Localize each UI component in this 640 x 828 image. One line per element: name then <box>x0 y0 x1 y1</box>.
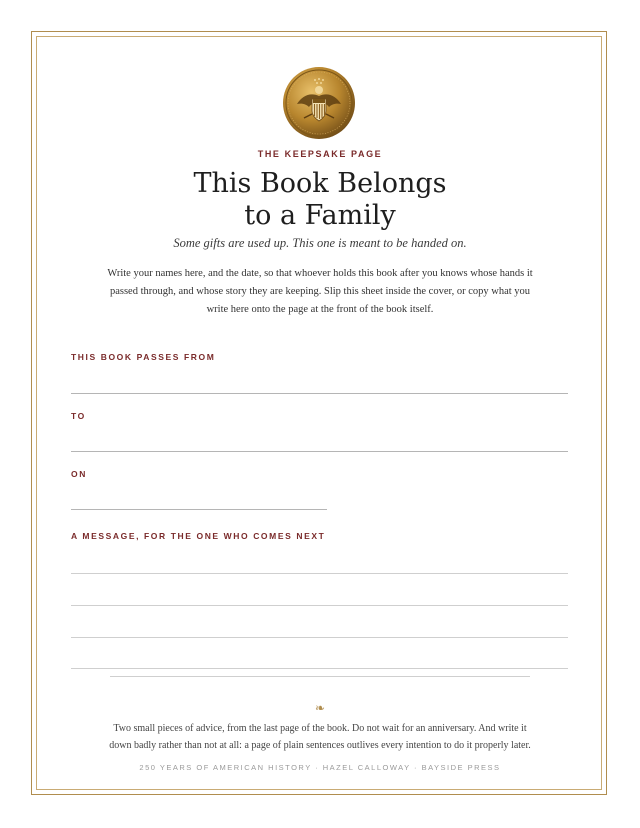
advice-paragraph: Two small pieces of advice, from the last page of the book. Do not wait for an anniversary. And write it down badly rather than not at all: a page of plain sentences outlives every intention to do it properly later. <box>109 723 531 751</box>
message-line[interactable] <box>71 637 568 638</box>
from-write-line[interactable] <box>71 393 568 394</box>
great-seal-eagle-icon <box>282 66 356 140</box>
date-write-line[interactable] <box>71 509 327 510</box>
title-line-1: This Book Belongs <box>193 168 447 199</box>
message-line[interactable] <box>71 605 568 606</box>
message-line[interactable] <box>71 573 568 574</box>
to-write-line[interactable] <box>71 451 568 452</box>
message-line[interactable] <box>71 668 568 669</box>
keepsake-eyebrow: THE KEEPSAKE PAGE <box>257 149 383 159</box>
subtitle: Some gifts are used up. This one is meant to be handed on. <box>173 236 467 250</box>
intro-paragraph: Write your names here, and the date, so that whoever holds this book after you knows whose hands it passed through, and whose story they are keeping. Slip this sheet inside the cover, or copy what you write here onto the page at the front of the book itself. <box>107 268 533 315</box>
from-label: THIS BOOK PASSES FROM <box>71 352 216 362</box>
title-line-2: to a Family <box>244 200 396 231</box>
on-label: ON <box>71 469 87 479</box>
message-label: A MESSAGE, FOR THE ONE WHO COMES NEXT <box>71 531 326 541</box>
page-title <box>0 168 640 232</box>
footer-credit: 250 YEARS OF AMERICAN HISTORY · HAZEL CALLOWAY · BAYSIDE PRESS <box>139 763 501 772</box>
fleuron-ornament-icon: ❧ <box>314 701 326 715</box>
closing-divider <box>110 676 530 677</box>
to-label: TO <box>71 411 86 421</box>
